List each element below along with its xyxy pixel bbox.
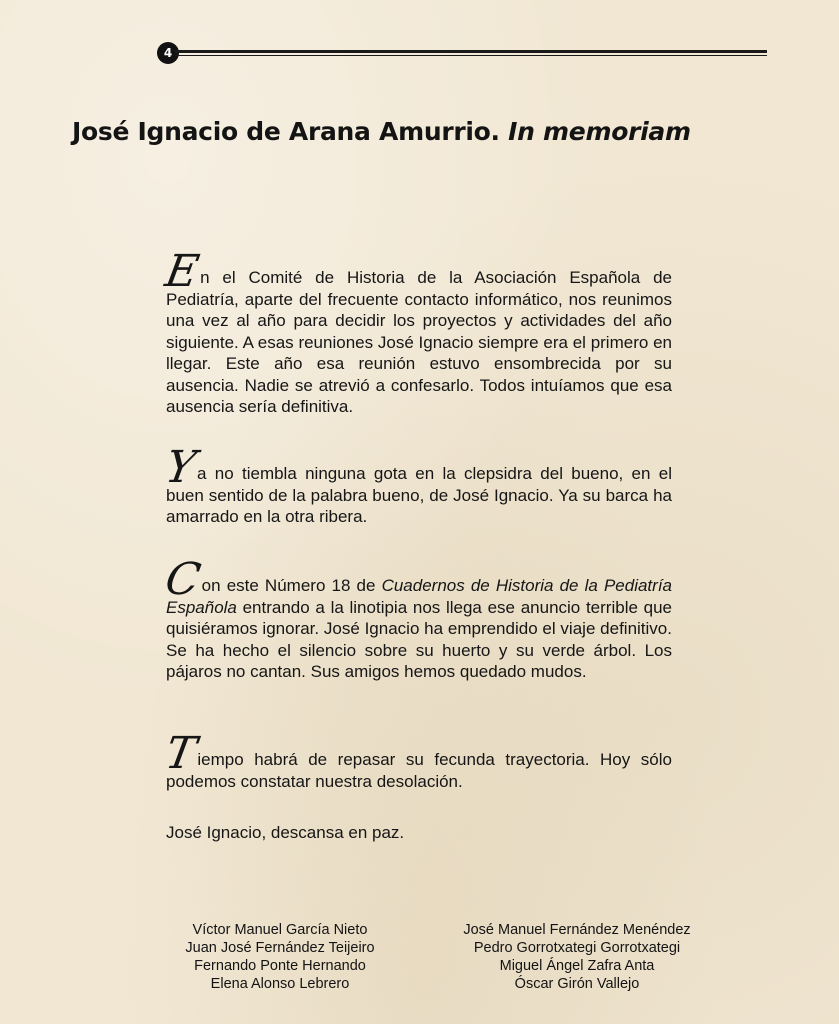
signature-name: Pedro Gorrotxategi Gorrotxategi [473,940,681,956]
signatures-right-column [442,921,712,993]
paragraph-text: n el Comité de Historia de la Asociación Española de Pediatría, aparte del frecuente contacto informático, nos reunimos una vez al año para decidir los proyectos y actividades del año siguiente. A esas reuniones José Ignacio siempre era el primero en llegar. Este año esa reunión estuvo ensombrecida por su ausencia. Nadie se atrevió a confesarlo. Todos intuíamos que esa ausencia sería definitiva. [166,268,672,416]
title-main: José Ignacio de Arana Amurrio. [72,117,500,146]
paragraph-2 [161,442,672,528]
drop-cap-initial: T [161,728,200,779]
paragraph-text: iempo habrá de repasar su fecunda trayectoria. Hoy sólo podemos constatar nuestra desolación. [166,750,672,791]
article-title [72,117,772,146]
signature-name: Juan José Fernández Teijeiro [185,940,375,956]
journal-title: Cuadernos de Historia de la Pediatría Española [166,576,672,617]
signature-name: Óscar Girón Vallejo [514,976,640,992]
drop-cap-initial: E [161,246,203,297]
signature-name: Víctor Manuel García Nieto [192,922,368,938]
signatures-left-column [160,921,400,993]
signature-name: Miguel Ángel Zafra Anta [499,958,655,974]
paragraph-3 [161,554,672,683]
drop-cap-initial: C [161,554,205,605]
paragraph-1 [161,246,672,418]
closing-line: José Ignacio, descansa en paz. [166,823,405,842]
header-rule-thick [175,50,767,53]
title-tail: In memoriam [508,117,691,146]
signature-name: José Manuel Fernández Menéndez [463,922,691,938]
paragraph-4 [161,728,672,792]
signatures [160,921,700,993]
paragraph-text: a no tiembla ninguna gota en la clepsidra del bueno, en el buen sentido de la palabra bueno, de José Ignacio. Ya su barca ha amarrado en la otra ribera. [166,464,672,526]
signature-name: Elena Alonso Lebrero [210,976,350,992]
page-header [157,42,767,66]
drop-cap-initial: Y [161,442,200,493]
signature-name: Fernando Ponte Hernando [194,958,366,974]
page-number-badge: 4 [157,42,179,64]
paragraph-text-after: entrando a la linotipia nos llega ese anuncio terrible que quisiéramos ignorar. José Ignacio ha emprendido el viaje definitivo. Se ha hecho el silencio sobre su huerto y su verde árbol. Los pájaros no cantan. Sus amigos hemos quedado mudos. [166,597,672,681]
header-rule-thin [175,55,767,56]
paragraph-text-before: on este Número 18 de [201,576,382,595]
